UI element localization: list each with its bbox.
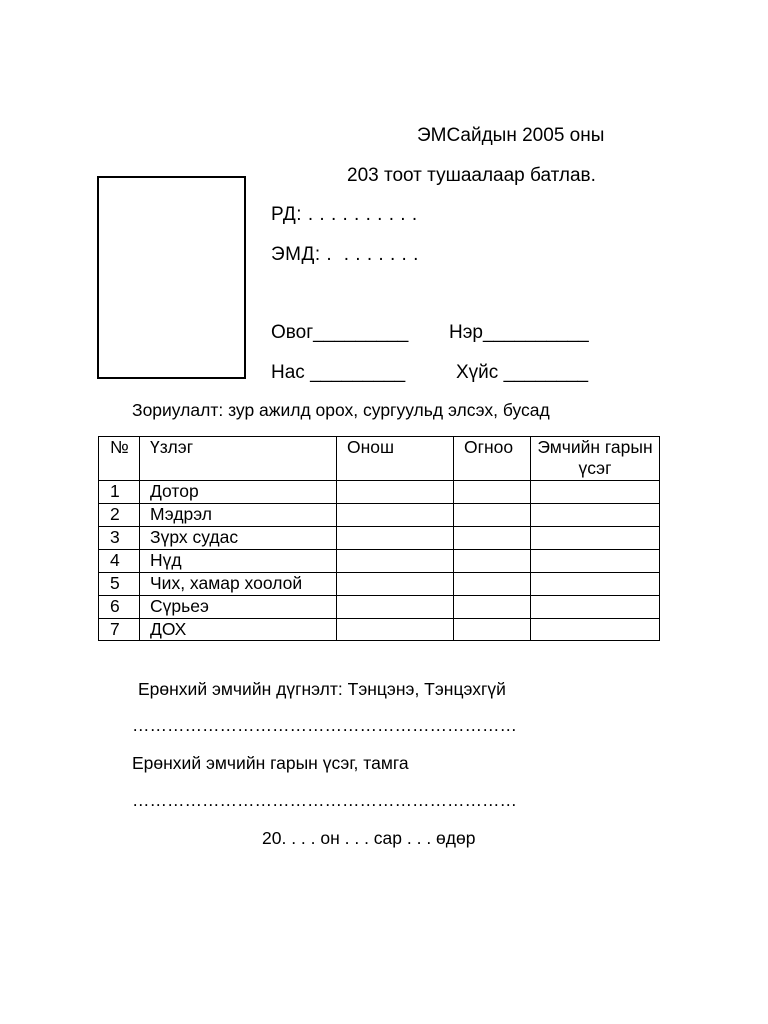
row-diagnosis <box>337 619 454 641</box>
row-date <box>454 619 531 641</box>
conclusion-line: Ерөнхий эмчийн дүгнэлт: Тэнцэнэ, Тэнцэхгүй <box>138 679 506 699</box>
row-number: 1 <box>99 481 140 504</box>
row-signature <box>531 619 660 641</box>
row-diagnosis <box>337 481 454 504</box>
row-date <box>454 550 531 573</box>
row-diagnosis <box>337 596 454 619</box>
dotted-line-1: ………………………………………………………… <box>132 715 517 735</box>
approval-line-1: ЭМСайдын 2005 оны <box>417 125 605 146</box>
table-header-row <box>99 437 660 481</box>
header-diagnosis: Онош <box>337 437 454 481</box>
row-signature <box>531 481 660 504</box>
row-diagnosis <box>337 504 454 527</box>
table-row <box>99 527 660 550</box>
table-row <box>99 550 660 573</box>
row-exam: Нүд <box>140 550 337 573</box>
table-row <box>99 596 660 619</box>
age-field: Нас _________ <box>271 362 406 383</box>
table-row <box>99 504 660 527</box>
row-exam: ДОХ <box>140 619 337 641</box>
header-number: № <box>99 437 140 481</box>
date-line: 20. . . . он . . . сар . . . өдөр <box>262 828 476 848</box>
row-signature <box>531 573 660 596</box>
row-signature <box>531 527 660 550</box>
row-exam: Мэдрэл <box>140 504 337 527</box>
header-signature: Эмчийн гарын үсэг <box>531 437 660 481</box>
header-exam: Үзлэг <box>140 437 337 481</box>
sex-field: Хүйс ________ <box>456 362 589 383</box>
row-number: 4 <box>99 550 140 573</box>
row-signature <box>531 550 660 573</box>
row-exam: Чих, хамар хоолой <box>140 573 337 596</box>
row-diagnosis <box>337 573 454 596</box>
header-date: Огноо <box>454 437 531 481</box>
dotted-line-2: ………………………………………………………… <box>132 790 517 810</box>
row-date <box>454 573 531 596</box>
row-diagnosis <box>337 550 454 573</box>
row-number: 6 <box>99 596 140 619</box>
purpose-line: Зориулалт: зур ажилд орох, сургуульд элсэх, бусад <box>132 400 550 420</box>
name-field: Нэр__________ <box>449 322 589 343</box>
rd-field: РД: . . . . . . . . . . <box>271 204 418 225</box>
row-number: 7 <box>99 619 140 641</box>
row-exam: Сүрьеэ <box>140 596 337 619</box>
row-exam: Дотор <box>140 481 337 504</box>
row-signature <box>531 596 660 619</box>
table-row <box>99 481 660 504</box>
row-number: 5 <box>99 573 140 596</box>
row-date <box>454 596 531 619</box>
row-exam: Зүрх судас <box>140 527 337 550</box>
row-number: 3 <box>99 527 140 550</box>
row-signature <box>531 504 660 527</box>
table-row <box>99 573 660 596</box>
signature-label: Ерөнхий эмчийн гарын үсэг, тамга <box>132 753 409 773</box>
row-date <box>454 504 531 527</box>
row-date <box>454 481 531 504</box>
exam-table <box>98 436 660 641</box>
row-number: 2 <box>99 504 140 527</box>
table-row <box>99 619 660 641</box>
approval-line-2: 203 тоот тушаалаар батлав. <box>347 165 596 186</box>
row-diagnosis <box>337 527 454 550</box>
row-date <box>454 527 531 550</box>
surname-field: Овог_________ <box>271 322 409 343</box>
emd-field: ЭМД: . . . . . . . . <box>271 244 419 265</box>
photo-placeholder <box>97 176 246 379</box>
